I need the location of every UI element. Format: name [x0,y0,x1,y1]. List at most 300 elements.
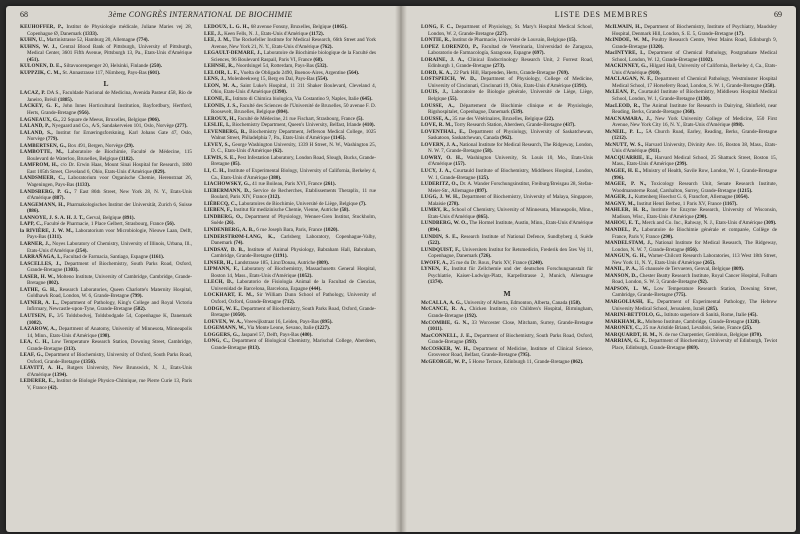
member-name: MacLEOD, R., [605,102,641,109]
member-address: Vreewijkstraat 16, Leiden, Pays-Bas [244,318,319,325]
member-name: LARNER, J., [20,240,51,247]
member-name: KEUHOFFER, P., [20,24,64,30]
member-name: LOSTSPEICH, W. D., [421,76,477,83]
member-address: 68 avenue Fonsny, Bruxelles, Belgique [250,24,332,30]
member-address: The Hormel Institute, Austin, Minn., Etats-Unis d'Amérique [469,220,593,227]
member-address: Courtauld Institute of Biochemistry, Middlesex Hospital, London, W. 1, Grande-Bretagne [428,168,593,181]
right-column-2 [605,24,777,530]
open-book [6,6,796,532]
member-name: MARGOLIASH, E., [605,298,654,305]
member-address: Istituto di Chimica biologica, Via Costantino 9, Naples, Italie [232,96,359,103]
member-name: LALAND, S., [20,129,53,136]
member-name: LOVERN, J. A., [421,141,459,148]
member-name: MACNAMARA, J., [605,115,652,122]
member-number: (278). [447,200,460,207]
left-page [6,6,395,532]
member-address: Jasparel 57, Delft, Pays-Bas [241,331,299,338]
member-entry [20,365,192,378]
member-name: LORAINE, J. A., [421,56,465,63]
member-number: (775). [674,292,687,299]
member-number: (697). [532,50,545,57]
member-entry [20,201,192,215]
member-address: 25 rue du Dr. Roux, Paris XV, France [449,259,527,266]
member-address: Laboratorium voor Organische Chemie, Herenstraat 26, Wageningen, Pays-Bas [27,175,192,189]
member-number: (891). [122,214,135,221]
member-address: 22 Park Hill, Harpenden, Herts, Grande-Bretagne [453,69,556,76]
member-address: School of Chemistry, University of Minnesota, Minneapolis, Minn., Etats-Unis d'Amérique [428,207,593,220]
member-entry [20,43,192,64]
member-entry [605,154,777,168]
member-name: KULONEN, D. E., [20,63,63,70]
member-number: (55). [447,96,458,103]
member-number: (809). [731,266,745,273]
member-name: LOVE, R. M., [421,122,454,129]
member-number: (1020). [323,226,339,233]
member-number: (480). [300,331,313,338]
member-number: (74). [233,240,244,247]
member-name: LANGEMANN, H., [20,201,66,208]
member-name: LI, C. H., [204,168,227,175]
member-address: Institut Henri Berbez, 1 Paris XV, France [636,200,722,207]
member-number: (192). [464,312,478,319]
member-name: McCANCE, R. A., [421,306,467,313]
member-entry [20,227,192,241]
member-number: (1394). [52,371,68,378]
member-name: LANNOYE, J. S. A. H. J. T., [20,214,85,221]
member-name: KUPPZIK, C. M., [20,69,62,76]
member-number: (1050). [230,312,246,319]
member-name: McGEORGE, W. P., [421,358,468,365]
member-number: (962). [500,135,513,142]
member-entry [605,50,777,63]
member-entry [421,220,593,233]
member-number: (856). [685,246,698,253]
member-name: LAUTSEN, F., [20,312,55,319]
member-address: The Rockefeller Institute for Medical Research, 66th Street and York Avenue, New York 21, N. Y., Etats-Unis d'Amérique [211,37,376,50]
member-name: LELOIR, L. F., [204,69,240,76]
member-entry [204,246,376,260]
member-number: (645). [360,96,373,103]
member-entry [605,115,777,129]
member-address: Istituto superiore di Sanità, Rome, Italie [664,312,747,319]
member-address: Faculté de Médecine, 21 rue Fischart, Strasbourg, France [237,115,356,122]
member-address: National Institute for Medical Research, The Ridgeway, London, N. W. 7, Grande-Bretagne [428,141,593,155]
member-number: (393). [464,339,478,346]
member-name: LEONIS, J. S., [204,102,239,109]
member-entry [605,240,777,253]
member-entry [421,154,593,168]
member-number: (1311). [47,234,63,241]
member-address: Low Temperature Research Station, Downing Street, Cambridge, Grande-Bretagne [612,285,777,299]
member-name: MAHOU, E. T., [605,220,641,227]
member-name: McILWAIN, H., [605,24,643,30]
member-number: (125). [476,174,490,181]
member-number: (956). [77,110,90,117]
member-address: Carlsberg Laboratory, Copenhague-Valby, Danemark [211,233,376,247]
member-name: LUCY, J. A., [421,168,452,175]
member-name: LIACHOWSKY, G., [204,181,251,188]
member-entry [204,266,376,279]
member-entry [605,37,777,50]
member-number: (1054). [733,194,749,201]
member-address: Department of Physiology, College of Medicine, University of Cincinnati, Cincinnati 19, Ohio, Etats-Unis d'Amérique [428,76,593,89]
member-number: (42). [47,384,58,391]
member-number: (1161). [149,254,165,261]
member-number: (58). [482,148,493,155]
member-name: LEVEY, S., [204,141,231,148]
member-name: MAGEE, P. N., [605,181,647,188]
right-column-1 [421,24,593,530]
member-number: (1333). [82,30,98,37]
member-number: (254). [75,247,88,254]
member-address: Harvard University, Divinity Ave. 16, Boston 38, Mass., Etats-Unis d'Amérique [612,141,777,155]
member-number: (410). [362,122,375,129]
member-address: Pest Infestation Laboratory, London Road, Slough, Bucks, Grande-Bretagne [211,154,376,168]
member-name: MAGNY, M., [605,200,636,207]
member-number: (906). [147,116,161,123]
member-address: Molteno Institute, Cambridge, Grande-Bretagne [645,318,745,325]
member-address: National Institute for Medical Research, The Ridgeway, London, N. W. 7, Grande-Bretagne [612,240,777,253]
member-entry [421,266,593,286]
member-address: Pharmakologisches Institut der Universität, Zurich 6, Suisse [66,201,192,208]
member-number: (15). [566,37,577,44]
member-number: (554). [315,76,329,83]
member-entry [20,149,192,162]
member-number: (532). [315,63,328,70]
member-address: Siltavuorenpenger 20, Helsinki, Finlande [63,63,149,70]
member-number: (1182). [119,155,134,162]
member-address: Clinical Endocrinology Research Unit, 2 Forrest Road, Edinburgh 1, Grande-Bretagne [428,56,593,70]
member-address: Torry Research Station, Aberdeen, Grande-Bretagne [454,122,562,129]
member-number: (1167). [722,200,738,207]
member-name: LONG, C., [204,338,230,345]
member-name: LARRAÑAGA, I., [20,254,62,261]
member-name: MAGER, J., [605,194,634,201]
member-name: LOPEZ LORENZO, P., [421,43,479,50]
member-name: LEE, J. M., [204,37,231,44]
member-name: LEON, M. A., [204,82,238,89]
member-name: McCOSKER, W. H., [421,345,471,352]
member-entry [421,194,593,207]
member-number: (779). [46,136,59,143]
member-entry [20,260,192,274]
member-name: la RIVIÈRE, J. W. M., [20,227,74,234]
member-address: Laboratoires de Biochimie, Université de Liège, Belgique [238,200,358,207]
member-address: 6 rue Joseph Bara, Paris, France [256,226,323,233]
member-address: Laboratory of Biochemistry, Massachusetts General Hospital, Boston 14, Mass., Etats-Unis d'Amérique [211,266,376,279]
member-number: (250). [149,63,163,70]
member-entry [605,89,777,103]
member-number: (865). [476,213,489,220]
member-entry [20,69,192,77]
member-number: (1065). [332,24,348,30]
member-number: (85). [230,161,241,168]
member-entry [605,181,777,194]
member-name: LALAND, P., [20,123,51,130]
member-address: Institut de Biologie Physico-Chimique, rue Pierre Curie 13, Paris V, France [27,378,192,391]
member-address: Institute of Animal Physiology, Babraham Hall, Babraham, Cambridge, Grande-Bretagne [211,246,376,260]
member-address: Box 491, Bergen, Norvège [67,142,123,149]
member-address: Ministry of Health, Savile Row, London, W. 1, Grande-Bretagne [642,168,777,175]
member-name: LEGAULT-DEMARE, J., [204,50,263,57]
member-address: Department of Pathology, King's College and Royal Victoria Infirmary, Newcastle-upon-Tyne, Grande-Bretagne [27,299,192,313]
member-address: Washington University, St. Louis 10, Mo., Etats-Unis d'Amérique [428,154,593,168]
member-number: (1215). [737,187,753,194]
member-number: (26). [224,220,235,227]
member-address: Research Laboratories, Queen Charlotte's Maternity Hospital, Goldhawk Road, London, W. 6, Grande-Bretagne [27,286,192,300]
member-address: N. de rue Charpentier, Gembloux, Belgique [658,331,749,338]
member-name: LINDERSTRØM-LANG, K., [204,233,276,240]
member-address: Facultad de Farmacia, Santiago, Espagne [63,254,149,261]
member-address: Laboratoire de Biochimie biologique de la Faculté des Sciences, 96 Boulevard Raspail, Paris VI, France [211,50,376,63]
member-entry [421,345,593,359]
member-name: MAGEE, H. E., [605,168,642,175]
right-page [407,6,796,532]
member-name: LEDOUX, L. G. H., [204,24,250,30]
member-name: LATNER, A. L., [20,299,59,306]
left-column-2 [204,24,376,530]
member-name: MAPSON, L. W., [605,285,651,292]
member-number: (157). [453,161,466,168]
member-name: LEROUX, H., [204,115,237,122]
member-entry [204,168,376,181]
member-number: (22). [544,115,555,122]
member-name: LIEBEN, F., [204,207,233,214]
member-entry [20,378,192,391]
member-address: Institut für medizinische Chemie, Vienne, Autriche [233,207,339,214]
member-entry [20,273,192,287]
member-address: Department of Physiology, St. Mary's Hospital Medical School, London, W. 2, Grande-Bretagne [428,24,593,37]
member-number: (1011). [428,326,443,333]
member-address: University of Alberta, Edmonton, Alberta, Canada [464,299,568,306]
member-number: (368). [682,109,696,116]
member-entry [204,128,376,142]
member-address: Central Blood Bank of Pittsburgh, University of Pittsburgh, Medical Center, 3601 Fifth Avenue, Pittsburgh 13, Pa., Etats-Unis d'Amérique [27,43,192,57]
member-number: (886). [27,208,40,215]
member-entry [421,128,593,142]
member-number: (802). [46,280,60,287]
member-address: 25 rue Aristide Briand, Levallois, Seine, France [643,325,742,332]
member-number: (1356). [81,358,97,365]
member-entry [421,233,593,247]
member-address: Laboratorio de Fisiología Animal de la Facultad de Ciencias, Universidad de Barcelona, Barcelona, Espagne [211,279,376,292]
member-number: (870). [749,331,763,338]
member-name: LINDSAY, D. B., [204,246,245,253]
member-entry [20,352,192,365]
member-address: Institut für Zellchemie und der deutschen Forschungsanstalt für Psychiatrie, Kaiser-Ludwigs-Platz, Karpellstrasse 2, Munich, Allemagne [428,266,593,279]
member-name: LANDSMEER, C., [20,175,65,182]
member-address: 35 rue des Vétérinaires, Bruxelles, Belgique [452,115,544,122]
member-entry [204,82,376,96]
member-number: (1227). [315,325,331,332]
member-name: LAGNEAUX, G., [20,116,60,123]
member-name: LOVENTHAL, E., [421,128,466,135]
member-name: LEONE, E., [204,96,232,103]
member-name: LONTIE, R., [421,37,451,44]
member-name: LOGGERS, G., [204,331,240,338]
member-number: (911). [648,148,661,155]
member-entry [204,50,376,63]
member-entry [204,154,376,168]
member-address: DA S., Faculdade Nacional de Medicina, Avenida Pasteur 458, Rio de Janeiro, Brésil [27,90,192,103]
member-entry [605,141,777,155]
member-address: Toxicology Research Unit, Senate Research Institute, Woodmansterne Road, Carshalton, Surrey, Grande-Bretagne [612,181,777,194]
member-number: (68). [313,56,324,63]
member-address: Research Institute of National Defence, Sundbyberg 4, Suède [460,233,593,240]
member-address: John Innes Horticultural Institution, Bayfordbury, Hertford, Herts, Grande-Bretagne [27,103,192,117]
member-number: (1391). [572,82,588,89]
member-address: 7 East 86th Street, New York 28, N. Y., Etats-Unis d'Amérique [27,188,192,202]
member-entry [605,76,777,89]
member-entry [20,175,192,189]
member-name: MARKHAM, R., [605,318,644,325]
member-entry [204,141,376,155]
member-entry [20,326,192,339]
member-number: (996). [612,174,625,181]
member-address: Laboratorium voor Microbiologie, Nieuwe Laan, Delft, Pays-Bas [27,227,192,241]
member-number: (299). [675,161,688,168]
member-number: (45). [747,312,758,319]
member-number: (265). [703,259,716,266]
member-number: (1172). [309,30,325,37]
member-number: (92). [698,279,708,286]
member-name: LUNDQUIST, F., [421,246,461,253]
member-entry [421,332,593,346]
member-name: MARRIAN, G. F., [605,338,647,345]
member-number: (522). [428,240,441,247]
member-entry [421,76,593,89]
member-number: (1303). [63,267,79,274]
member-entry [605,253,777,266]
member-number: (290). [695,213,708,220]
member-name: LOGEMANN, W., [204,325,246,332]
member-number: (804). [276,109,289,116]
member-number: (158). [568,299,582,306]
member-number: (829). [153,168,166,175]
member-number: (62). [272,148,283,155]
member-number: (56). [165,221,175,228]
member-name: LEWIS, S. E., [204,154,237,161]
book-gutter [395,6,407,532]
member-entry [421,319,593,333]
member-entry [605,63,777,76]
member-number: (273). [492,63,506,70]
member-name: LANDSBERG, P. G., [20,188,72,195]
member-address: Rutgers University, New Brunswick, N. J., Etats-Unis d'Amérique [27,365,192,378]
member-address: Department of Biochemistry, University of Edinburgh, Teviot Place, Edinburgh, Grande-Bretagne [612,338,777,351]
member-entry [20,299,192,313]
member-number: (1212). [612,135,627,142]
member-number: (1240). [528,259,544,266]
member-name: LAMBOTTE, M., [20,149,64,156]
member-number: (601). [147,69,161,76]
member-name: MANDELSTAM, J., [605,240,653,247]
member-number: (895). [320,318,333,325]
member-address: Hilgard Hall, University of California, Berkeley 4, Ca., Etats-Unis d'Amérique [612,63,777,76]
member-address: Courtauld Institute of Biochemistry, Middlesex Hospital Medical School, London, W. 1, Grande-Bretagne [612,89,777,103]
member-number: (290). [660,233,674,240]
member-name: LOUIS, J., [421,89,448,96]
member-number: (898). [731,122,744,129]
member-address: Poultry Research Centre, West Mains Road, Edinburgh 9, Grande-Bretagne [612,37,777,50]
member-address: Dr. A. Wander Forschungsinstitut, Freiburg/Breisgau 28, Stefan-Meier-Str., Allemagne [428,181,593,194]
member-number: (444). [309,285,322,292]
member-entry [605,24,777,37]
member-address: 35 chaussée de Tervueren, Genval, Belgique [639,266,731,273]
member-number: (309). [763,220,777,227]
member-entry [20,129,192,143]
member-name: LEHNSE, R., [204,63,235,70]
member-name: MACKINNEY, G., [605,63,648,70]
member-name: LONG, F. C., [421,24,454,30]
member-name: LEDERER, E., [20,378,55,385]
member-address: Department of Biochemistry, South Parks Road, Oxford, Grande-Bretagne [428,332,593,346]
member-entry [204,187,376,201]
member-address: The Animal Institute for Research in Dairying, Shinfield, near Reading, Berks, Grande-Bretagne [612,102,777,116]
member-name: MANIL, P. A., [605,266,638,273]
member-entry [20,188,192,202]
member-number: (813). [247,344,261,351]
member-entry [204,338,376,351]
member-address: Department of Biochemistry, Institute of Psychiatry, Maudsley Hospital, Denmark Hill, London, S. E. 5, Grande-Bretagne [612,24,777,37]
member-entry [421,358,593,366]
member-name: LIPMANN, F., [204,266,240,273]
member-entry [20,286,192,300]
member-number: (1191). [273,253,288,260]
member-number: (809). [316,259,330,266]
member-number: (285). [705,305,719,312]
member-name: LWOFF, A., [421,259,449,266]
member-address: Institut de Physiologie médicale, Juliane Maries vej 28, Copenhague Ø, Danemark [27,24,192,37]
member-number: (769). [556,69,570,76]
member-name: LINDBERG, O., [204,213,243,220]
member-address: Laboratoire de Biologie générale, Université de Liège, Liège, Belgique [428,89,593,103]
member-name: McINDOE, W. M., [605,37,650,44]
member-entry [605,207,777,220]
member-entry [605,272,777,286]
member-entry [421,181,593,194]
member-number: (1130). [696,96,711,103]
member-name: LACAZ, P. [20,90,46,97]
member-number: (869). [686,344,699,351]
member-name: McCOMBIE, G. N., [421,319,470,326]
member-number: (910). [648,69,661,76]
member-entry [20,162,192,175]
member-address: Department of Chemical Pathology, Westminster Hospital Medical School, 17 Horseferry Road, London, S. W. 1, Grande-Bretagne [612,76,777,89]
member-name: MANSON, D., [605,272,638,279]
section-letter: L [103,79,109,89]
member-number: (227). [495,30,508,37]
member-address: Harvard Medical School, 25 Shattuck Street, Boston 15, Mass., Etats-Unis d'Amérique [612,154,777,168]
member-entry [421,207,593,220]
member-number: (5). [356,115,364,122]
member-name: LOUSSE, A., [421,115,451,122]
member-entry [20,90,192,103]
member-number: (198). [98,332,111,339]
member-name: LIÉBECQ, C., [204,200,238,207]
member-entry [20,339,192,352]
member-address: Institute of Experimental Biology, University of California, Berkeley 4, Ca., Etats-Unis d'Amérique [211,168,376,181]
member-number: (1328). [745,318,761,325]
member-number: (451). [27,56,40,63]
member-name: LUNDIN, S. E., [421,233,459,240]
member-address: Department of Biochemistry, University of Malaya, Singapore, Malaisie [428,194,593,207]
member-number: (58). [339,207,350,214]
member-name: LEAVITT, A. H., [20,365,64,372]
member-number: (312). [268,194,281,201]
member-address: Universitets Institut for Retsmedicin, Frederik den 5tes Vej 11, Copenhague, Danemark [428,246,593,260]
member-entry [605,298,777,312]
